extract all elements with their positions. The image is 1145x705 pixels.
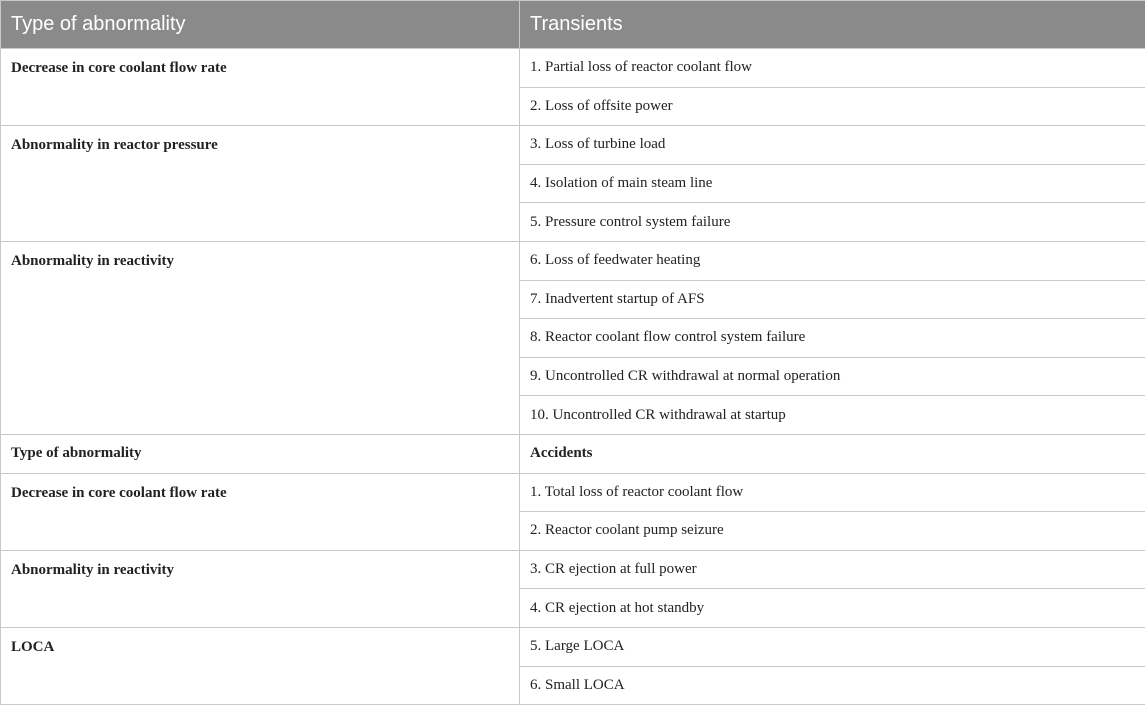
transient-item: 2. Loss of offsite power [520,87,1145,126]
group-label: Abnormality in reactivity [1,241,520,434]
transient-item: 8. Reactor coolant flow control system failure [520,319,1145,358]
transient-item: 6. Loss of feedwater heating [520,241,1145,280]
header-transients: Transients [520,1,1145,49]
transient-item: 9. Uncontrolled CR withdrawal at normal operation [520,357,1145,396]
accident-item: 5. Large LOCA [520,627,1145,666]
group-label: LOCA [1,627,520,704]
transient-item: 4. Isolation of main steam line [520,164,1145,203]
accident-item: 6. Small LOCA [520,666,1145,705]
subheader-accidents: Accidents [520,434,1145,473]
group-label: Decrease in core coolant flow rate [1,473,520,550]
accidents-subheader-row [1,434,1145,473]
table-row [1,126,1145,165]
transient-item: 1. Partial loss of reactor coolant flow [520,49,1145,88]
transient-item: 3. Loss of turbine load [520,126,1145,165]
group-label: Abnormality in reactor pressure [1,126,520,242]
transient-item: 10. Uncontrolled CR withdrawal at startup [520,396,1145,435]
table-row [1,627,1145,666]
table-row [1,49,1145,88]
group-label: Abnormality in reactivity [1,550,520,627]
accident-item: 2. Reactor coolant pump seizure [520,512,1145,551]
accident-item: 3. CR ejection at full power [520,550,1145,589]
subheader-type-of-abnormality: Type of abnormality [1,434,520,473]
transient-item: 5. Pressure control system failure [520,203,1145,242]
group-label: Decrease in core coolant flow rate [1,49,520,126]
table-row [1,473,1145,512]
header-row [1,1,1145,49]
accident-item: 1. Total loss of reactor coolant flow [520,473,1145,512]
transient-item: 7. Inadvertent startup of AFS [520,280,1145,319]
header-type-of-abnormality: Type of abnormality [1,1,520,49]
accident-item: 4. CR ejection at hot standby [520,589,1145,628]
table-row [1,241,1145,280]
table-row [1,550,1145,589]
